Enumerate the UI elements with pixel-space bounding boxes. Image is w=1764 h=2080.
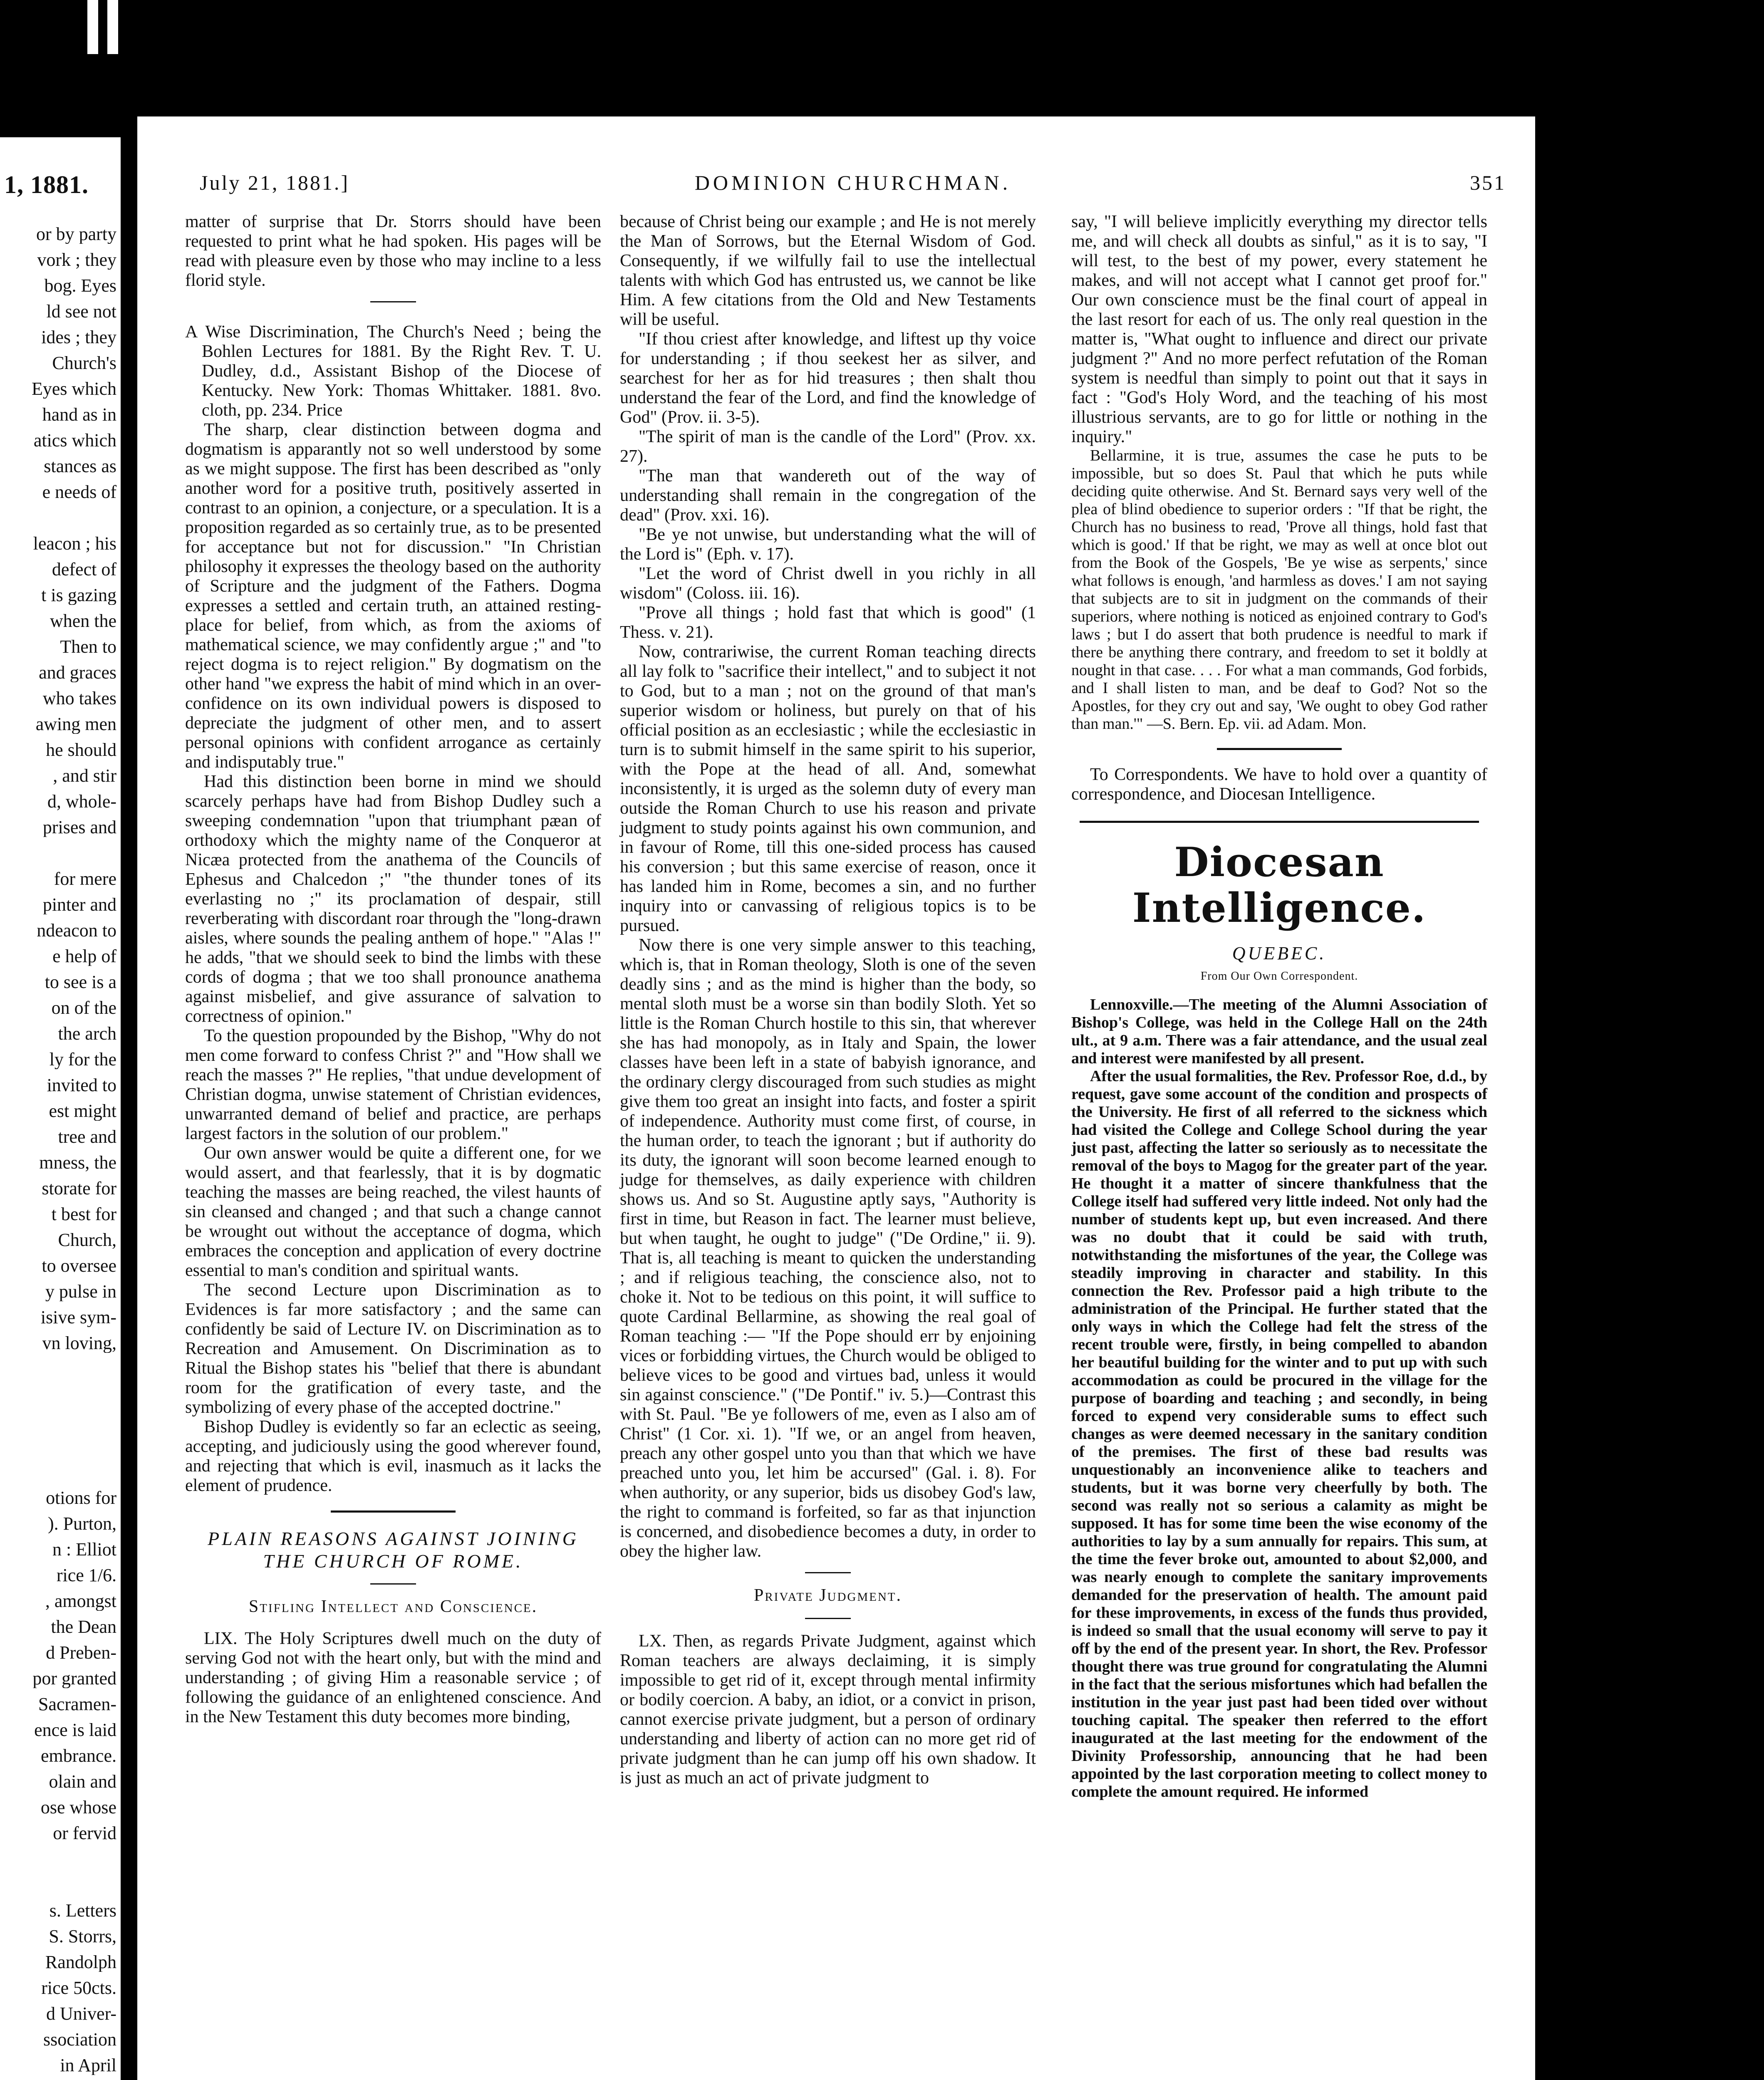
subheading: Private Judgment. xyxy=(753,1586,902,1605)
facing-page-line: ssociation xyxy=(43,2030,116,2049)
facing-page-line: d Preben- xyxy=(46,1643,116,1662)
scripture-quote: "If thou criest after knowledge, and liftest up thy voice for understanding ; if thou seekest her as silver, and searchest for her as for hid treasures ; then shalt thou understand the fear of the Lord, and find the knowledge of God" (Prov. ii. 3-5). xyxy=(620,329,1036,427)
paragraph: Bellarmine, it is true, assumes the case he puts to be impossible, but so does St. Paul that which he puts while deciding quite otherwise. And St. Bernard says very well of the plea of blind obedience to superior orders : "If that be right, the Church has no business to read, 'Prove all things, hold fast that which is good.' If that be right, we may as well at once blot out from the Book of the Gospels, 'Be ye wise as serpents,' since what follows is enough, 'and harmless as doves.' I am not saying that subjects are to sit in judgment on the commands of their superiors, where nothing is noticed as enjoined contrary to God's laws ; but I do assert that both prudence is needful to mark if there be anything there contrary, and freedom to set it boldly at nought in that case. . . . For what a man commands, God forbids, and I shall listen to man, and be deaf to God? Not so the Apostles, for they cry out and say, 'We ought to obey God rather than man.'" —S. Bern. Ep. vii. ad Adam. Mon. xyxy=(1071,447,1487,733)
facing-page-line: olain and xyxy=(49,1772,116,1791)
facing-page-line: when the xyxy=(50,612,116,631)
facing-page-line: the arch xyxy=(58,1024,116,1043)
facing-page-line: otions for xyxy=(46,1488,116,1508)
facing-page-line: storate for xyxy=(42,1179,116,1198)
subheading: Stifling Intellect and Conscience. xyxy=(248,1597,538,1616)
facing-page-line: tree and xyxy=(58,1127,116,1146)
facing-page-line: s. Letters xyxy=(49,1901,116,1920)
facing-page-line: ). Purton, xyxy=(48,1514,116,1533)
paragraph: say, "I will believe implicitly everything my director tells me, and will check all doubts as sinful," as it is to say, "I will test, to the best of my power, every statement he makes, and will not accept what I cannot get proof for." Our own conscience must be the final court of appeal in the last resort for each of us. The only real question in the matter is, "What ought to influence and direct our private judgment ?" And no more perfect refutation of the Roman system is needful than simply to point out that it says in fact : "God's Holy Word, and the teaching of his most illustrious servants, are to go for little or nothing in the inquiry." xyxy=(1071,212,1487,446)
paragraph: matter of surprise that Dr. Storrs should have been requested to print what he had spoken. His pages will be read with pleasure even by those who may incline to a less florid style. xyxy=(185,212,601,290)
facing-page-line: he should xyxy=(46,740,116,760)
facing-page-line: vork ; they xyxy=(37,250,116,270)
paragraph: Lennoxville.—The meeting of the Alumni Association of Bishop's College, was held in the College Hall on the 24th ult., at 9 a.m. There was a fair attendance, and the usual zeal and interest were manifested by all present. xyxy=(1071,996,1487,1067)
facing-page-line: t is gazing xyxy=(41,586,116,605)
facing-page-line: Church, xyxy=(58,1231,116,1250)
facing-page-line: who takes xyxy=(42,689,116,708)
facing-page-line: on of the xyxy=(51,998,116,1018)
facing-page-line: to see is a xyxy=(45,973,116,992)
scripture-quote: "The spirit of man is the candle of the Lord" (Prov. xx. 27). xyxy=(620,427,1036,466)
scripture-quote: "Let the word of Christ dwell in you richly in all wisdom" (Coloss. iii. 16). xyxy=(620,564,1036,603)
facing-page-line: defect of xyxy=(52,560,116,579)
divider xyxy=(805,1618,851,1619)
column-1 xyxy=(185,212,601,1727)
column-3 xyxy=(1071,212,1487,1801)
facing-page-line: d Univer- xyxy=(46,2004,116,2023)
facing-page-line: Church's xyxy=(52,354,116,373)
facing-page-line: leacon ; his xyxy=(33,534,116,553)
facing-page-line: awing men xyxy=(35,715,116,734)
facing-page-line: Randolph xyxy=(45,1953,116,1972)
facing-page-line: hand as in xyxy=(42,405,116,424)
facing-page-line: pinter and xyxy=(42,895,116,914)
paragraph: because of Christ being our example ; and He is not merely the Man of Sorrows, but the Eternal Wisdom of God. Consequently, if we wilfully fail to use the intellectual talents with which God has entrusted us, we cannot be like Him. A few citations from the Old and New Testaments will be useful. xyxy=(620,212,1036,329)
facing-page-line: ld see not xyxy=(46,302,116,321)
divider xyxy=(331,1510,456,1513)
paragraph: Bishop Dudley is evidently so far an eclectic as seeing, accepting, and judiciously using the good wherever found, and rejecting that which is evil, inasmuch as it lacks the element of prudence. xyxy=(185,1417,601,1495)
paragraph: LX. Then, as regards Private Judgment, against which Roman teachers are always declaiming, it is simply impossible to get rid of it, except through mental infirmity or bodily coercion. A baby, an idiot, or a convict in prison, cannot exercise private judgment, but a person of ordinary understanding and liberty of action can no more get rid of private judgment than he can jump off his own shadow. It is just as much an act of private judgment to xyxy=(620,1632,1036,1788)
facing-page-line: atics which xyxy=(33,431,116,450)
facing-page-line: ose whose xyxy=(40,1798,116,1817)
paragraph: The sharp, clear distinction between dogma and dogmatism is apparantly not so well understood by some as we might suppose. The first has been described as "only another word for a positive truth, positively asserted in contrast to an opinion, a conjecture, or a speculation. It is a proposition regarded as so certainly true, as to be presented for acceptance but not for discussion." "In Christian philosophy it expresses the theology based on the authority of Scripture and the judgment of the Fathers. Dogma expresses a settled and certain truth, an attained resting-place for belief, from which, as from the axioms of mathematical science, we may confidently argue ;" and "to reject dogma is to reject religion." By dogmatism on the other hand "we express the habit of mind which in an over-confidence on its own individual powers is disposed to depreciate the judgment of other men, and to assert personal opinions with confident arrogance as certainly and indisputably true." xyxy=(185,420,601,772)
paragraph: The second Lecture upon Discrimination as to Evidences is far more satisfactory ; and the same can confidently be said of Lecture IV. on Discrimination as to Recreation and Amusement. On Discrimination as to Ritual the Bishop states his "belief that there is abundant room for the gratification of every taste, and the symbolizing of every phase of the accepted doctrine." xyxy=(185,1280,601,1417)
facing-page-line: invited to xyxy=(47,1076,116,1095)
binding-mark xyxy=(107,0,118,54)
facing-page-line: , amongst xyxy=(45,1592,116,1611)
divider xyxy=(805,1572,851,1573)
facing-page-line: y pulse in xyxy=(45,1282,116,1301)
facing-page-line: d, whole- xyxy=(47,792,116,811)
facing-page-line: ides ; they xyxy=(41,328,116,347)
facing-page-line: , and stir xyxy=(53,766,116,785)
paragraph: After the usual formalities, the Rev. Professor Roe, d.d., by request, gave some account of the condition and prospects of the University. He first of all referred to the sickness which had visited the College and College School during the year just past, affecting the latter so seriously as to necessitate the removal of the boys to Magog for the greater part of the year. He thought it a matter of sincere thankfulness that the College itself had suffered very little indeed. Not only had the number of students kept up, but even increased. And there was no doubt that it could be said with truth, notwithstanding the misfortunes of the year, the College was steadily improving in character and stability. In this connection the Rev. Professor paid a high tribute to the administration of the Principal. He further stated that the only ways in which the College had felt the stress of the recent trouble were, firstly, in being compelled to abandon her beautiful building for the winter and to put up with such accommodation as could be procured in the village for the purpose of boarding and teaching ; and secondly, in being forced to expend very considerable sums to effect such changes as were deemed necessary in the sanitary condition of the premises. The first of these bad results was unquestionably an inconvenience alike to teachers and students, but it was borne very cheerfully by both. The second was really not so serious a calamity as might be supposed. It has for some time been the wise economy of the authorities to lay by a sum annually for repairs. This sum, at the time the fever broke out, amounted to about $2,000, and was nearly enough to complete the sanitary improvements demanded for the preservation of health. The amount paid for these improvements, in excess of the funds thus provided, is indeed so small that the usual economy will serve to pay it off by the end of the present year. In short, the Rev. Professor thought there was true ground for congratulating the Alumni in the fact that the serious misfortunes which had befallen the institution in the year just past had been tided over without touching capital. The speaker then referred to the effort inaugurated at the last meeting for the endowment of the Divinity Professorship, announcing that he had been appointed by the last corporation meeting to collect money to complete the amount required. He informed xyxy=(1071,1067,1487,1800)
section-title: Diocesan Intelligence. xyxy=(1132,839,1427,931)
facing-page-line: for mere xyxy=(54,869,116,889)
facing-page-line: S. Storrs, xyxy=(49,1927,116,1946)
facing-page-line: in April xyxy=(60,2056,116,2075)
facing-page-line: rice 1/6. xyxy=(56,1566,116,1585)
scripture-quote: "The man that wandereth out of the way of understanding shall remain in the congregation of the dead" (Prov. xxi. 16). xyxy=(620,466,1036,525)
scripture-quote: "Be ye not unwise, but understanding what the will of the Lord is" (Eph. v. 17). xyxy=(620,525,1036,564)
facing-page-line: or fervid xyxy=(53,1824,116,1843)
facing-page-line: isive sym- xyxy=(40,1308,116,1327)
section-title: PLAIN REASONS AGAINST JOINING THE CHURCH OF ROME. xyxy=(208,1528,579,1572)
facing-page-line: vn loving, xyxy=(42,1334,116,1353)
publication-title: DOMINION CHURCHMAN. xyxy=(694,171,1011,194)
facing-page-line: mness, the xyxy=(39,1153,116,1172)
paragraph: LIX. The Holy Scriptures dwell much on the duty of serving God not with the heart only, but with the mind and understanding ; of giving Him a reasonable service ; of following the guidance of an enlightened conscience. And in the New Testament this duty becomes more binding, xyxy=(185,1629,601,1726)
facing-page-line: ndeacon to xyxy=(37,921,116,940)
page-header xyxy=(200,171,1506,204)
facing-page-line: Sacramen- xyxy=(38,1695,116,1714)
paragraph: Had this distinction been borne in mind we should scarcely perhaps have had from Bishop Dudley such a sweeping condemnation "upon that triumphant pæan of orthodoxy which the mighty name of the Conqueror at Nicæa protected from the anathema of the Councils of Ephesus and Chalcedon ;" "the thunder tones of its everlasting no ;" its proclamation of despair, still reverberating with discordant roar through the "long-drawn aisles, where sounds the pealing anthem of hope." "Alas !" he adds, "that we should seek to bind the limbs with these cords of dogma ; that we too shall pronounce anathema against misbelief, and give assurance of salvation to correctness of opinion." xyxy=(185,772,601,1026)
facing-page-line: Then to xyxy=(60,637,116,656)
page-number: 351 xyxy=(1470,171,1506,194)
divider xyxy=(1080,821,1479,823)
divider xyxy=(370,301,416,302)
newspaper-page xyxy=(137,116,1535,2080)
paragraph: Now there is one very simple answer to this teaching, which is, that in Roman theology, Sloth is one of the seven deadly sins ; and as the mind is higher than the body, so mental sloth must be a worse sin than bodily Sloth. Yet so little is the Roman Church hostile to this sin, that wherever she has had monopoly, as in Italy and Spain, the lower classes have been left in a state of babyish ignorance, and the ordinary clergy discouraged from such studies as might give them too great an insight into facts, and foster a spirit of independence. Authority must come first, of course, in the human order, to teach the ignorant ; but if authority do its duty, the ignorant will soon become learned enough to judge for themselves, as daily experience with children shows us. And so St. Augustine aptly says, "Authority is first in time, but Reason in fact. The learner must believe, but when taught, he ought to judge" ("De Ordine," ii. 9). That is, all teaching is meant to quicken the understanding ; and if religious teaching, the conscience also, not to choke it. Not to be tedious on this point, it will suffice to quote Cardinal Bellarmine, as showing the real goal of Roman teaching :— "If the Pope should err by enjoining vices or forbidding virtues, the Church would be obliged to believe vices to be good and virtues bad, unless it would sin against conscience." ("De Pontif." iv. 5.)—Contrast this with St. Paul. "Be ye followers of me, even as I also am of Christ" (1 Cor. xi. 1). "If we, or an angel from heaven, preach any other gospel unto you than that which we have preached unto you, let him be accursed" (Gal. i. 8). For when authority, or any superior, bids us disobey God's law, the right to command is forfeited, so far as that injunction is concerned, and disobedience becomes a duty, in order to obey the higher law. xyxy=(620,936,1036,1561)
facing-page-line: est might xyxy=(49,1102,116,1121)
facing-page xyxy=(0,137,121,2080)
facing-page-line: and graces xyxy=(39,663,116,682)
book-review-title: A Wise Discrimination, The Church's Need ; being the Bohlen Lectures for 1881. By the Right Rev. T. U. Dudley, d.d., Assistant Bishop of the Diocese of Kentucky. New York: Thomas Whittaker. 1881. 8vo. cloth, pp. 234. Price xyxy=(185,322,601,420)
facing-page-line: prises and xyxy=(42,818,116,837)
binding-mark xyxy=(87,0,98,54)
facing-page-line: bog. Eyes xyxy=(44,276,116,295)
facing-page-line: ly for the xyxy=(49,1050,116,1069)
facing-page-line: Eyes which xyxy=(31,379,116,399)
notice-to-correspondents: To Correspondents. We have to hold over a quantity of correspondence, and Diocesan Intelligence. xyxy=(1071,765,1487,804)
divider xyxy=(1217,748,1342,750)
place-heading: QUEBEC. xyxy=(1232,943,1327,963)
facing-page-line: the Dean xyxy=(51,1617,116,1637)
facing-page-line: n : Elliot xyxy=(52,1540,116,1559)
divider xyxy=(370,1583,416,1585)
byline: From Our Own Correspondent. xyxy=(1200,970,1358,983)
scripture-quote: "Prove all things ; hold fast that which is good" (1 Thess. v. 21). xyxy=(620,603,1036,642)
facing-page-line: ence is laid xyxy=(34,1721,116,1740)
facing-page-line: por granted xyxy=(32,1669,116,1688)
facing-page-header: 1, 1881. xyxy=(4,171,89,198)
paragraph: To the question propounded by the Bishop, "Why do not men come forward to confess Christ ?" and "How shall we reach the masses ?" He replies, "that undue development of Christian dogma, unwise statement of Christian evidences, unwarranted demand of belief and practice, are perhaps largest factors in the solution of our problem." xyxy=(185,1026,601,1143)
facing-page-line: t best for xyxy=(51,1205,116,1224)
paragraph: Our own answer would be quite a different one, for we would assert, and that fearlessly, that it is by dogmatic teaching the masses are being reached, the vilest haunts of sin cleansed and changed ; and that such a change cannot be wrought out without the acceptance of dogma, which embraces the conception and application of every doctrine essential to man's condition and spiritual wants. xyxy=(185,1144,601,1280)
column-2 xyxy=(620,212,1036,1788)
facing-page-line: to oversee xyxy=(42,1256,116,1275)
facing-page-line: e help of xyxy=(52,947,116,966)
facing-page-line: stances as xyxy=(44,457,116,476)
facing-page-line: e needs of xyxy=(42,483,116,502)
facing-page-line: or by party xyxy=(36,225,116,244)
facing-page-line: embrance. xyxy=(41,1746,116,1766)
issue-date: July 21, 1881.] xyxy=(200,171,349,194)
facing-page-line: rice 50cts. xyxy=(41,1978,116,1998)
paragraph: Now, contrariwise, the current Roman teaching directs all lay folk to "sacrifice their intellect," and to subject it not to God, but to a man ; not on the ground of that man's superior wisdom or holiness, but purely on that of his official position as an ecclesiastic ; while the ecclesiastic in turn is to submit himself in the same spirit to his superior, with the Pope at the head of all. And, somewhat inconsistently, it is urged as the solemn duty of every man outside the Roman Church to use his reason and private judgment to study points against his own communion, and in favour of Rome, till this one-sided process has caused his conversion ; but this same exercise of reason, once it has landed him in Rome, becomes a sin, and no further inquiry into or canvassing of religious topics is to be pursued. xyxy=(620,642,1036,935)
